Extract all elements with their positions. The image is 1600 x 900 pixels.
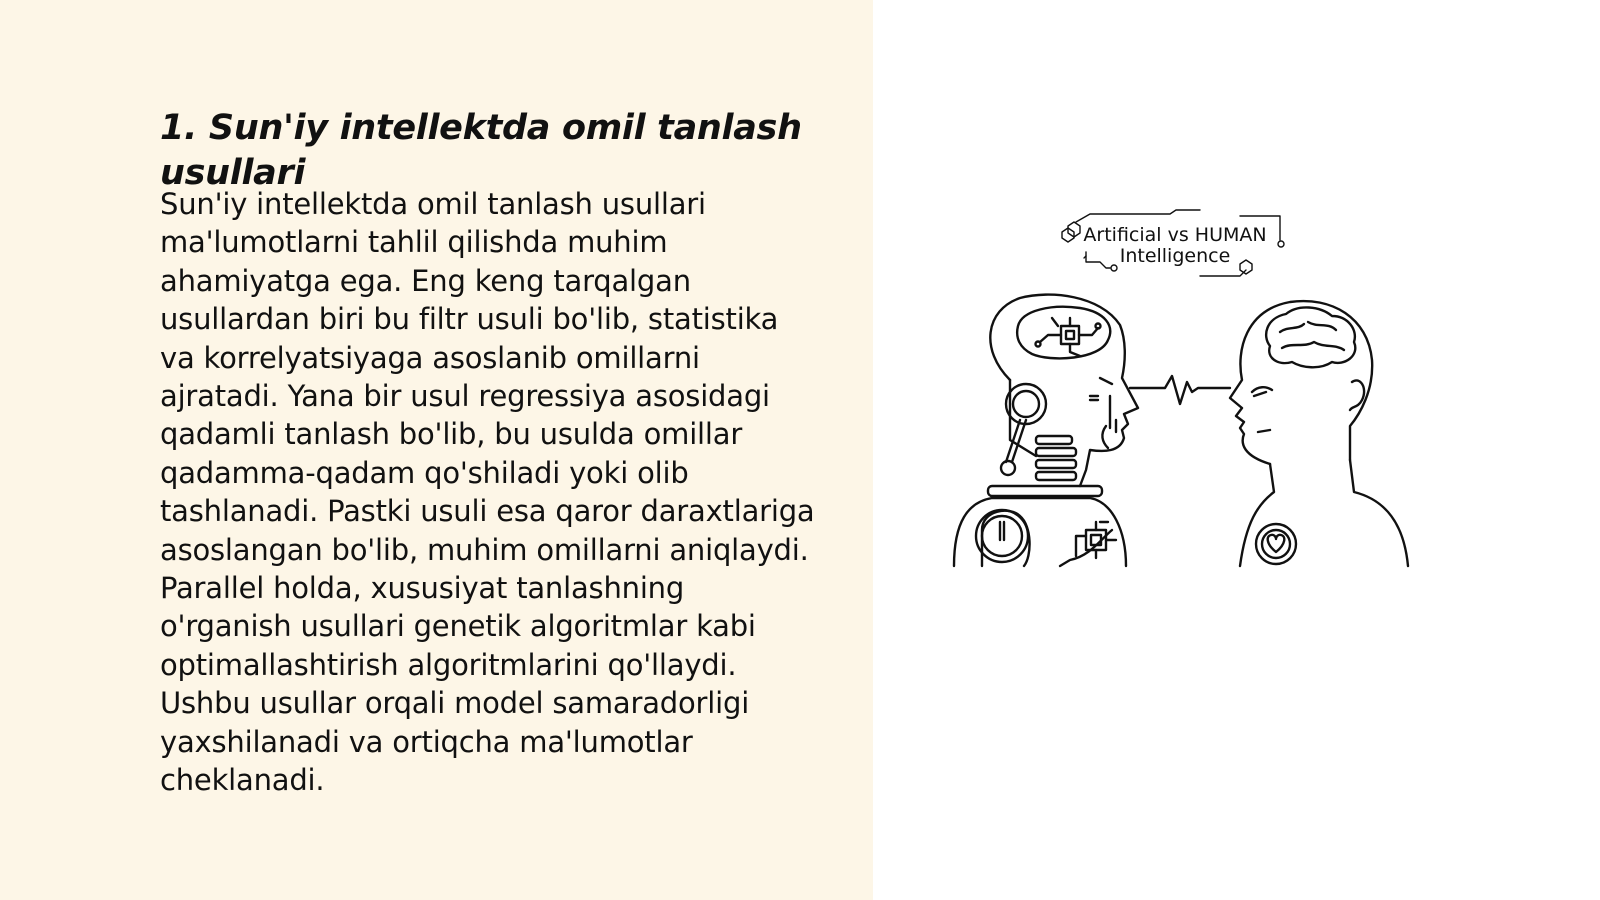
heart-icon [1256,524,1296,564]
chip-icon [1076,522,1116,558]
robot-head-icon [954,295,1138,566]
ai-vs-human-illustration [940,200,1460,590]
slide-title: 1. Sun'iy intellektda omil tanlash usullari [160,108,802,193]
pulse-line-icon [1130,376,1230,404]
illustration-caption [1062,210,1284,276]
brain-icon [1266,307,1355,367]
slide-body-text: Sun'iy intellektda omil tanlash usullari ma'lumotlarni tahlil qilishda muhim ahamiyatga ega. Eng keng tarqalgan usullardan biri bu filtr usuli bo'lib, statistika va korrelyatsiyaga asoslanib omillarni ajratadi. Yana bir usul regressiya asosidagi qadamli tanlash bo'lib, bu usulda omillar qadamma-qadam qo'shiladi yoki olib tashlanadi. Pastki usuli esa qaror daraxtlariga asoslangan bo'lib, muhim omillarni aniqlaydi. Parallel holda, xususiyat tanlashning o'rganish usullari genetik algoritmlar kabi optimallashtirish algoritmlarini qo'llaydi. Ushbu usullar orqali model samaradorligi yaxshilanadi va ortiqcha ma'lumotlar cheklanadi. [160,187,815,798]
caption-line-2: Intelligence [1119,245,1231,267]
caption-line-1: Artificial vs HUMAN [1083,224,1267,246]
human-head-icon [1230,301,1408,566]
